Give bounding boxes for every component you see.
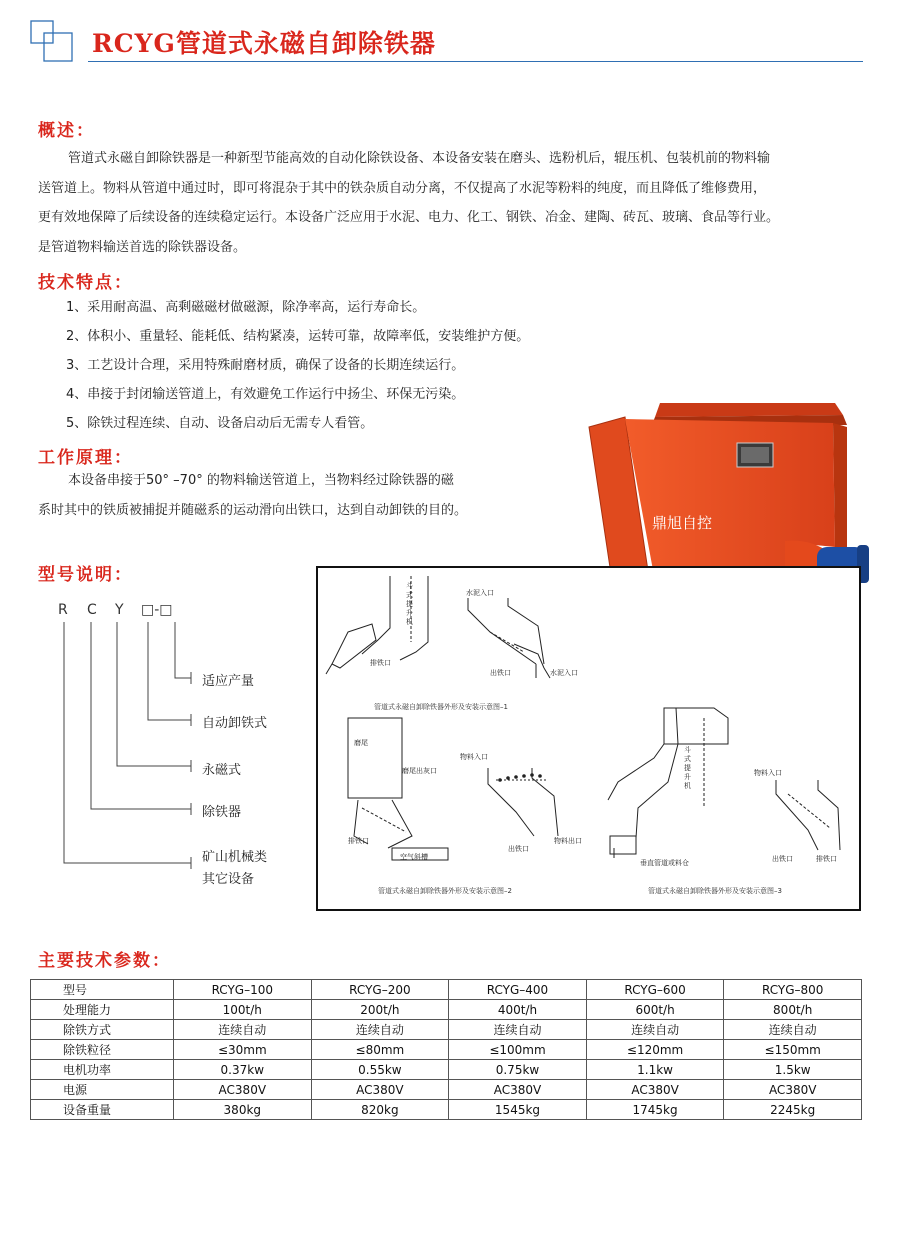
- model-label-capacity: 适应产量: [202, 674, 255, 689]
- param-value-cell: 连续自动: [586, 1020, 724, 1040]
- overview-paragraph: [38, 144, 868, 262]
- overview-line: 更有效地保障了后续设备的连续稳定运行。本设备广泛应用于水泥、电力、化工、钢铁、冶金、建陶、砖瓦、玻璃、食品等行业。: [38, 210, 780, 225]
- fig2-mill-label: 磨尾: [354, 739, 368, 747]
- param-name-cell: 设备重量: [31, 1100, 174, 1120]
- param-value-cell: 1545kg: [449, 1100, 587, 1120]
- feature-item: 4、串接于封闭输送管道上，有效避免工作运行中扬尘、环保无污染。: [66, 387, 465, 402]
- model-label-permanent-magnet: 永磁式: [202, 763, 242, 778]
- table-row: [31, 980, 862, 1000]
- fig2-iron-out-label: 出铁口: [508, 845, 529, 853]
- fig3-pipe-label: 垂直管道或料仓: [640, 859, 689, 867]
- product-brand-label: 鼎旭自控: [652, 514, 713, 532]
- param-value-cell: 0.75kw: [449, 1060, 587, 1080]
- fig1-iron-out-label: 出铁口: [490, 669, 511, 677]
- principle-paragraph: [38, 466, 558, 525]
- param-value-cell: 200t/h: [311, 1000, 449, 1020]
- page-title: RCYG管道式永磁自卸除铁器: [92, 29, 436, 58]
- fig2-material-in-label: 物料入口: [460, 753, 488, 761]
- param-value-cell: 0.55kw: [311, 1060, 449, 1080]
- feature-item: 2、体积小、重量轻、能耗低、结构紧凑，运转可靠，故障率低，安装维护方便。: [66, 329, 530, 344]
- model-tree-lines: [55, 620, 205, 870]
- principle-line: 系时其中的铁质被捕捉并随磁系的运动滑向出铁口，达到自动卸铁的目的。: [38, 502, 468, 518]
- param-name-cell: 处理能力: [31, 1000, 174, 1020]
- param-value-cell: 连续自动: [174, 1020, 312, 1040]
- fig3-iron-out-label: 出铁口: [772, 855, 793, 863]
- param-value-cell: 0.37kw: [174, 1060, 312, 1080]
- elevator-char: 斗: [406, 582, 413, 590]
- param-value-cell: 820kg: [311, 1100, 449, 1120]
- overview-heading: 概述：: [38, 121, 95, 141]
- table-row: [31, 1020, 862, 1040]
- param-value-cell: 1.5kw: [724, 1060, 862, 1080]
- elevator-char: 机: [406, 618, 413, 626]
- fig1-elevator-label: [406, 582, 413, 627]
- table-row: [31, 1060, 862, 1080]
- param-value-cell: 连续自动: [724, 1020, 862, 1040]
- param-value-cell: ≤30mm: [174, 1040, 312, 1060]
- fig3-discharge-label: 排铁口: [816, 855, 837, 863]
- installation-diagram: [316, 566, 861, 911]
- fig1-cement-in-label: 水泥入口: [466, 589, 494, 597]
- param-value-cell: RCYG–800: [724, 980, 862, 1000]
- fig2-caption: 管道式永磁自卸除铁器外形及安装示意图–2: [378, 887, 512, 895]
- fig2-chute-label: 空气斜槽: [400, 853, 428, 861]
- principle-heading: 工作原理：: [38, 448, 133, 468]
- param-name-cell: 除铁粒径: [31, 1040, 174, 1060]
- elevator-char: 升: [406, 609, 413, 617]
- model-letter-placeholder: □-□: [141, 602, 173, 618]
- param-value-cell: AC380V: [449, 1080, 587, 1100]
- param-value-cell: 380kg: [174, 1100, 312, 1120]
- fig1-discharge-label: 排铁口: [370, 659, 391, 667]
- fig3-material-in-label: 物料入口: [754, 769, 782, 777]
- param-value-cell: ≤150mm: [724, 1040, 862, 1060]
- params-heading: 主要技术参数：: [38, 951, 171, 971]
- model-heading: 型号说明：: [38, 565, 133, 585]
- features-heading: 技术特点：: [38, 273, 133, 293]
- model-label-other: 其它设备: [202, 872, 255, 887]
- logo-squares-icon: [30, 20, 78, 64]
- param-value-cell: 800t/h: [724, 1000, 862, 1020]
- elevator-char: 斗: [684, 746, 691, 754]
- param-value-cell: RCYG–100: [174, 980, 312, 1000]
- principle-line: 本设备串接于50° –70° 的物料输送管道上，当物料经过除铁器的磁: [68, 473, 454, 488]
- table-row: [31, 1100, 862, 1120]
- param-value-cell: 1745kg: [586, 1100, 724, 1120]
- table-row: [31, 1000, 862, 1020]
- param-value-cell: ≤100mm: [449, 1040, 587, 1060]
- table-row: [31, 1040, 862, 1060]
- param-value-cell: RCYG–600: [586, 980, 724, 1000]
- param-value-cell: AC380V: [724, 1080, 862, 1100]
- model-label-iron-remover: 除铁器: [202, 805, 242, 820]
- param-value-cell: AC380V: [311, 1080, 449, 1100]
- elevator-char: 机: [684, 782, 691, 790]
- param-value-cell: AC380V: [586, 1080, 724, 1100]
- fig2-material-out-label: 物料出口: [554, 837, 582, 845]
- param-value-cell: ≤80mm: [311, 1040, 449, 1060]
- param-value-cell: RCYG–200: [311, 980, 449, 1000]
- model-letter-r: R: [58, 602, 68, 618]
- params-table-body: [31, 980, 862, 1120]
- overview-line: 送管道上。物料从管道中通过时，即可将混杂于其中的铁杂质自动分离，不仅提高了水泥等粉料的纯度，而且降低了维修费用，: [38, 180, 767, 196]
- param-value-cell: 2245kg: [724, 1100, 862, 1120]
- fig3-caption: 管道式永磁自卸除铁器外形及安装示意图–3: [648, 887, 782, 895]
- elevator-char: 式: [406, 591, 413, 599]
- model-letter-y: Y: [115, 602, 124, 618]
- feature-item: 5、除铁过程连续、自动、设备启动后无需专人看管。: [66, 416, 374, 431]
- param-name-cell: 电机功率: [31, 1060, 174, 1080]
- param-value-cell: RCYG–400: [449, 980, 587, 1000]
- param-name-cell: 型号: [31, 980, 174, 1000]
- param-value-cell: AC380V: [174, 1080, 312, 1100]
- params-table: [30, 979, 862, 1120]
- model-letter-c: C: [87, 602, 97, 618]
- param-value-cell: 100t/h: [174, 1000, 312, 1020]
- elevator-char: 式: [684, 755, 691, 763]
- param-value-cell: 连续自动: [311, 1020, 449, 1040]
- param-name-cell: 除铁方式: [31, 1020, 174, 1040]
- param-value-cell: ≤120mm: [586, 1040, 724, 1060]
- overview-line: 管道式永磁自卸除铁器是一种新型节能高效的自动化除铁设备、本设备安装在磨头、选粉机后，辊压机、包装机前的物料输: [68, 151, 771, 166]
- feature-item: 1、采用耐高温、高剩磁磁材做磁源，除净率高，运行寿命长。: [66, 300, 426, 315]
- fig2-discharge-label: 排铁口: [348, 837, 369, 845]
- fig1-cement-in2-label: 水泥入口: [550, 669, 578, 677]
- overview-line: 是管道物料输送首选的除铁器设备。: [38, 239, 247, 255]
- model-label-mining: 矿山机械类: [202, 850, 268, 865]
- param-value-cell: 600t/h: [586, 1000, 724, 1020]
- fig1-caption: 管道式永磁自卸除铁器外形及安装示意图–1: [374, 703, 508, 711]
- param-value-cell: 400t/h: [449, 1000, 587, 1020]
- fig3-elevator-label: [684, 746, 691, 791]
- model-label-auto-discharge: 自动卸铁式: [202, 716, 268, 731]
- param-value-cell: 1.1kw: [586, 1060, 724, 1080]
- feature-item: 3、工艺设计合理，采用特殊耐磨材质，确保了设备的长期连续运行。: [66, 358, 465, 373]
- elevator-char: 提: [406, 600, 413, 608]
- title-divider: [88, 61, 863, 62]
- table-row: [31, 1080, 862, 1100]
- param-name-cell: 电源: [31, 1080, 174, 1100]
- fig2-mill-ash-label: 磨尾出灰口: [402, 767, 437, 775]
- elevator-char: 提: [684, 764, 691, 772]
- elevator-char: 升: [684, 773, 691, 781]
- param-value-cell: 连续自动: [449, 1020, 587, 1040]
